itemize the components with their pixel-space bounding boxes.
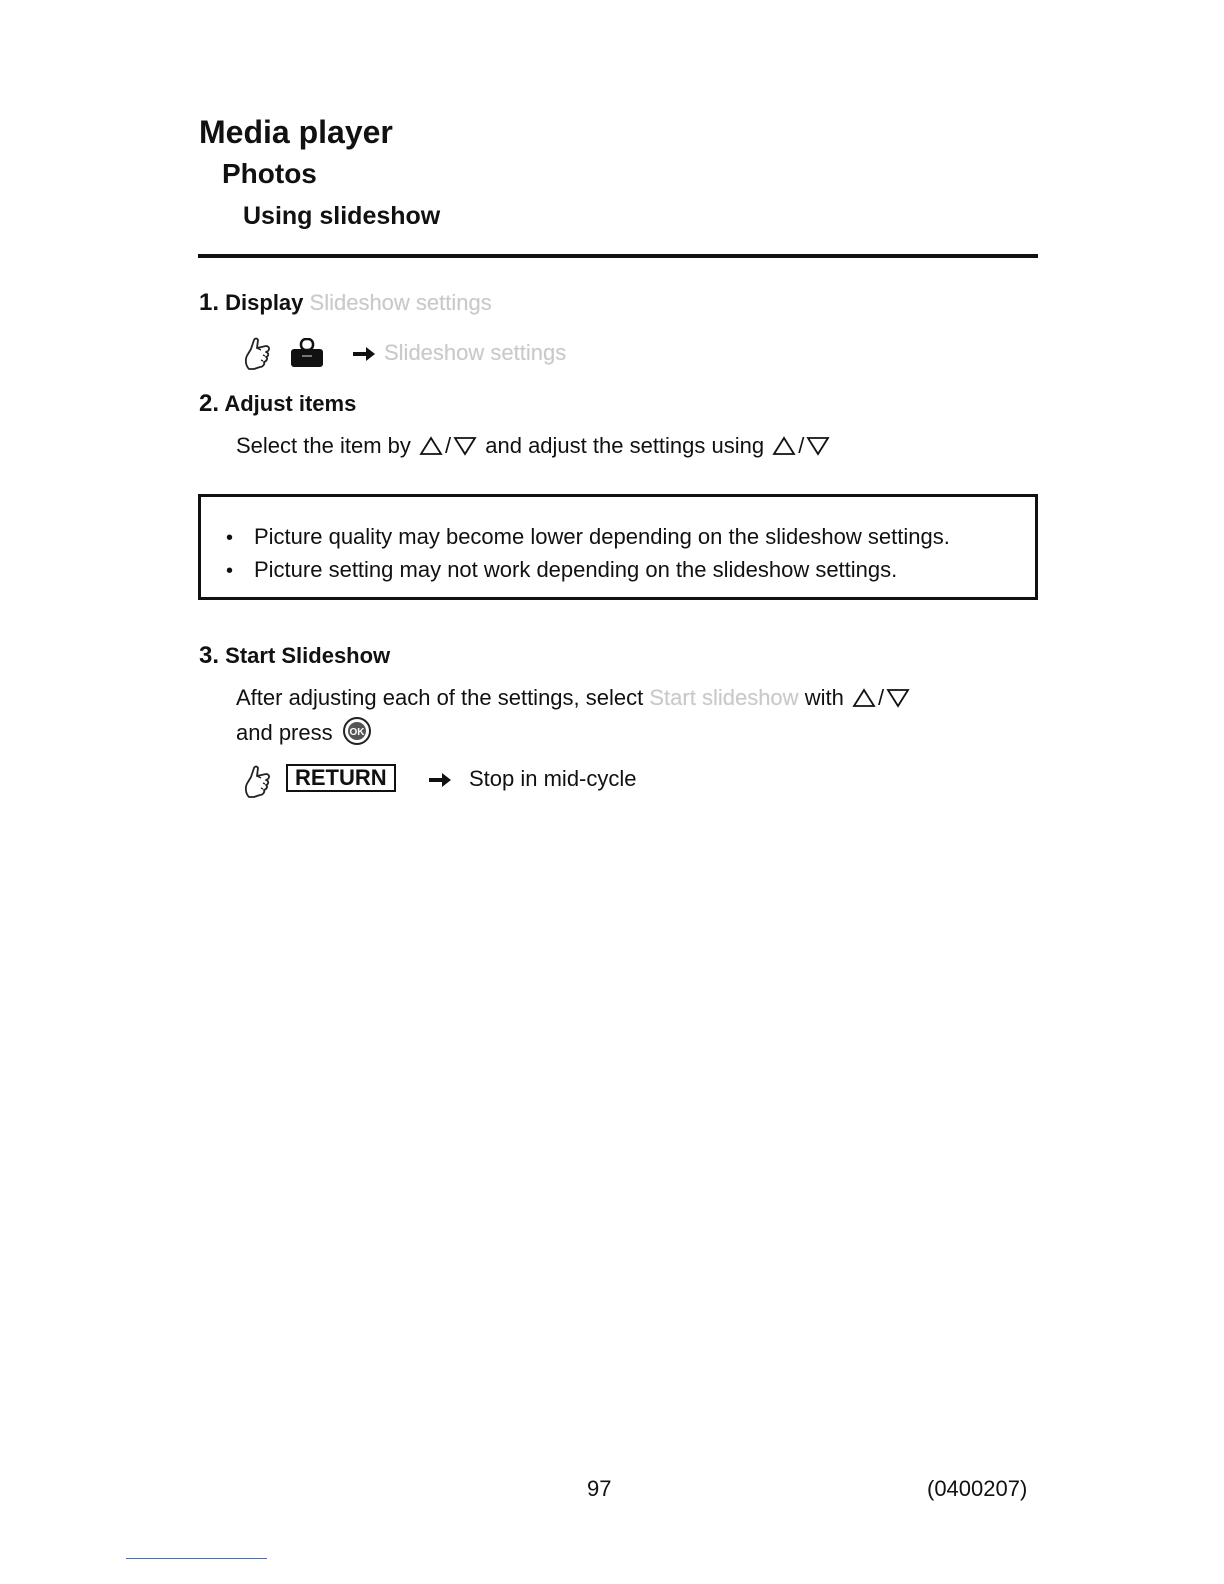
note-text: Picture setting may not work depending on the slideshow settings. <box>254 557 898 582</box>
note-box <box>198 494 1038 600</box>
down-triangle-icon <box>806 436 830 456</box>
up-triangle-icon <box>419 436 443 456</box>
pointing-hand-icon <box>242 336 274 372</box>
step-2-text-middle: and adjust the settings using <box>485 433 765 458</box>
step-3-text-after: with <box>804 685 844 710</box>
step-3-text-line2: and press <box>236 720 333 745</box>
footer-line <box>126 1558 267 1559</box>
ok-button-icon <box>341 716 373 746</box>
step-2-heading <box>199 389 356 419</box>
step-3-heading <box>199 641 390 671</box>
section-title: Photos <box>222 158 317 189</box>
note-item <box>226 554 950 587</box>
header-divider <box>198 254 1038 258</box>
subsection-title: Using slideshow <box>243 202 441 230</box>
down-triangle-icon <box>886 688 910 708</box>
page-number: 97 <box>587 1476 612 1501</box>
step-3-description-line-1 <box>236 683 912 713</box>
separator: / <box>798 433 805 458</box>
page-title: Media player <box>199 114 393 150</box>
right-arrow-icon <box>352 346 376 362</box>
svg-text:OK: OK <box>349 727 365 738</box>
bullet: • <box>226 527 234 549</box>
separator: / <box>877 685 885 710</box>
step-3-description-line-2 <box>236 716 375 748</box>
step-3-menu-item: Start slideshow <box>649 685 799 710</box>
step-3-title: Start Slideshow <box>225 643 391 668</box>
return-instruction <box>240 758 740 804</box>
document-code: (0400207) <box>927 1476 1028 1501</box>
down-triangle-icon <box>453 436 477 456</box>
step-2-description <box>236 431 832 461</box>
note-list <box>226 521 950 587</box>
step-1-target: Slideshow settings <box>384 340 567 365</box>
menu-lock-icon <box>290 338 324 368</box>
note-text: Picture quality may become lower depending on the slideshow settings. <box>254 524 950 549</box>
bullet: • <box>226 560 234 582</box>
separator: / <box>445 433 452 458</box>
up-triangle-icon <box>772 436 796 456</box>
step-3-text-before: After adjusting each of the settings, select <box>236 685 644 710</box>
pointing-hand-icon <box>242 764 274 800</box>
step-1-heading <box>199 288 492 318</box>
step-1-menu-item: Slideshow settings <box>309 290 492 315</box>
note-item <box>226 521 950 554</box>
right-arrow-icon <box>428 772 452 788</box>
step-2-text-before: Select the item by <box>236 433 411 458</box>
up-triangle-icon <box>852 688 876 708</box>
step-3-number: 3. <box>199 642 220 669</box>
step-1-navigation <box>240 334 640 374</box>
step-1-number: 1. <box>199 289 220 316</box>
step-2-title: Adjust items <box>224 391 357 416</box>
step-2-number: 2. <box>199 390 220 417</box>
return-key: RETURN <box>286 764 396 792</box>
step-1-title: Display <box>225 290 304 315</box>
return-action: Stop in mid-cycle <box>469 766 637 791</box>
